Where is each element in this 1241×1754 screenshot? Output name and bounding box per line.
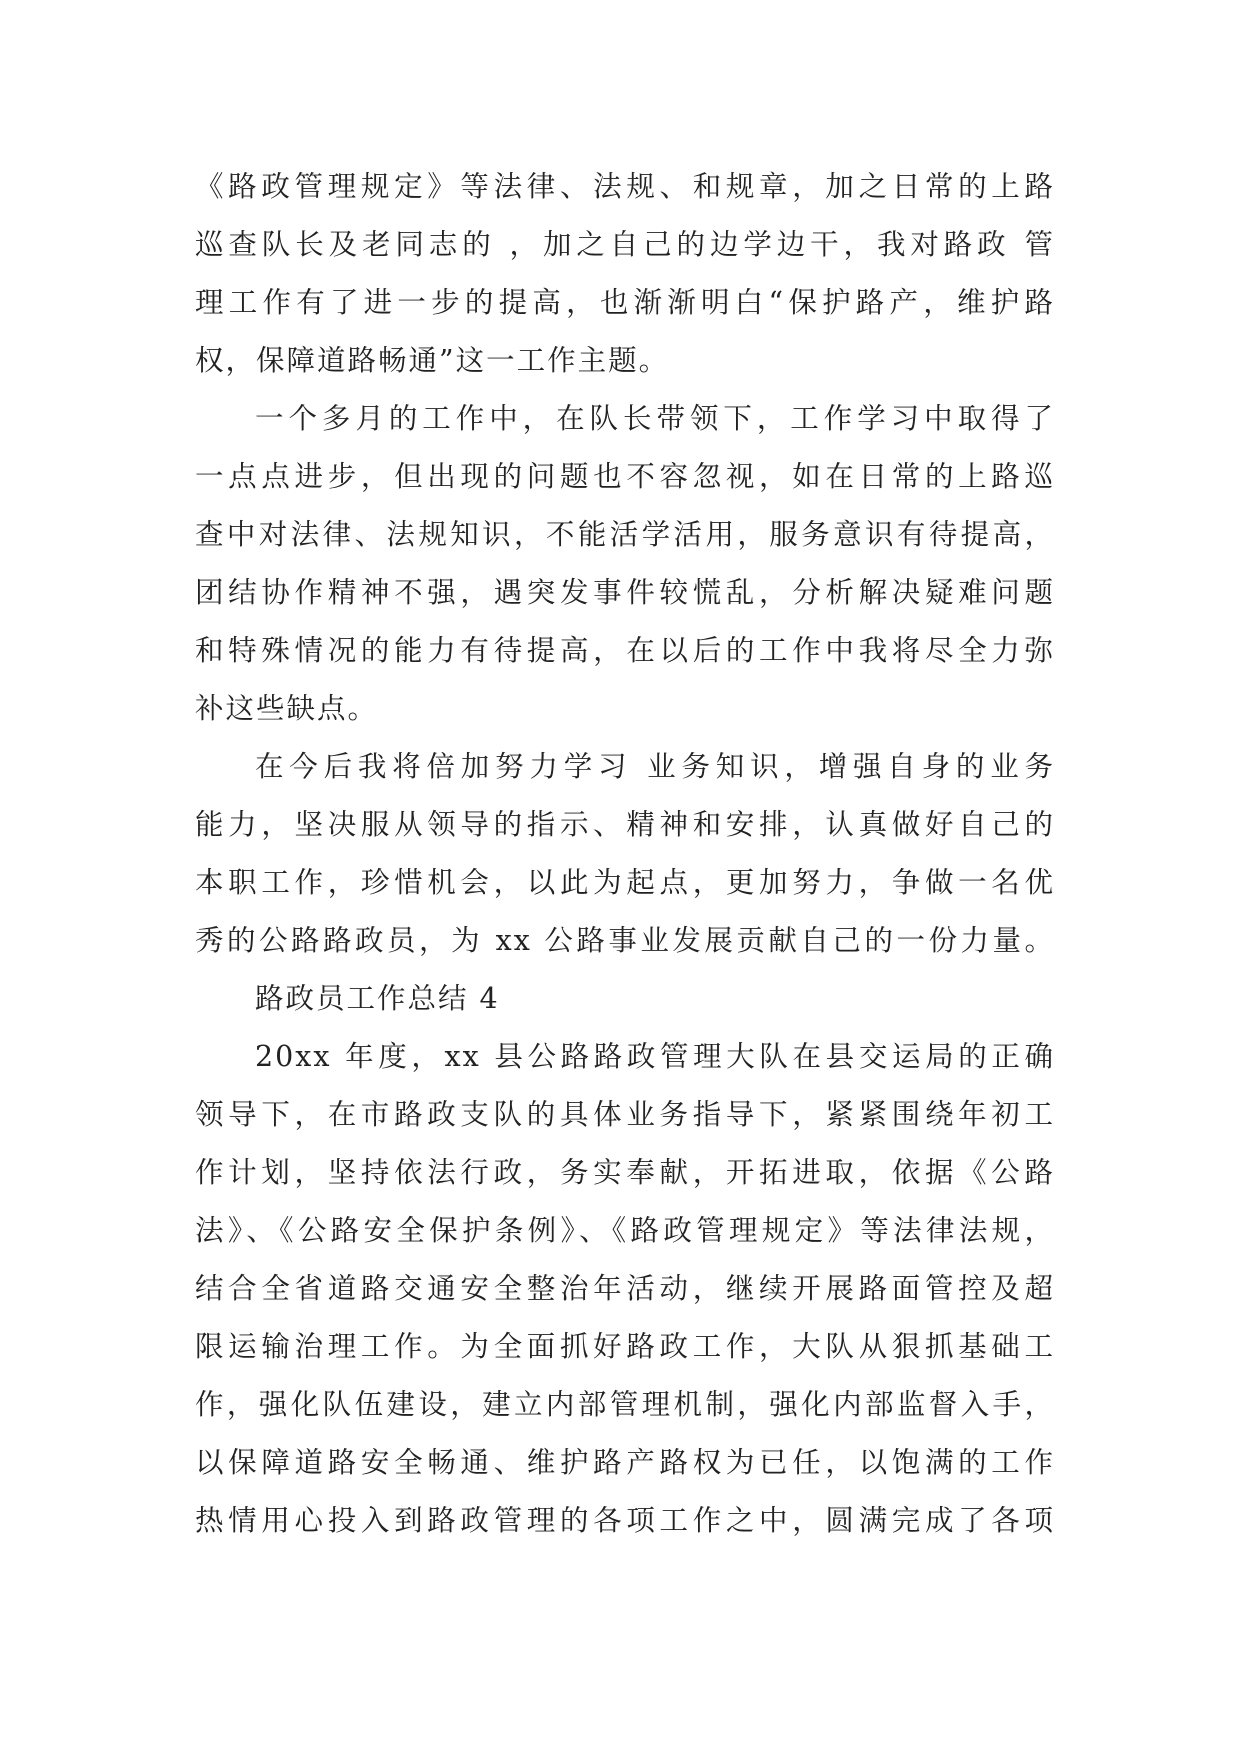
text-line: 能力，坚决服从领导的指示、精神和安排，认真做好自己的: [195, 808, 1055, 841]
paragraph-first-line: 一个多月的工作中，在队长带领下，工作学习中取得了: [255, 402, 1055, 435]
document-body: [195, 158, 1055, 1550]
text-line: 本职工作，珍惜机会，以此为起点，更加努力，争做一名优: [195, 866, 1055, 899]
text-line: 权，保障道路畅通”这一工作主题。: [195, 344, 670, 377]
text-line: 作计划，坚持依法行政，务实奉献，开拓进取，依据《公路: [195, 1156, 1055, 1189]
text-line: 热情用心投入到路政管理的各项工作之中，圆满完成了各项: [195, 1504, 1055, 1537]
text-line: 团结协作精神不强，遇突发事件较慌乱，分析解决疑难问题: [195, 576, 1055, 609]
text-line: 结合全省道路交通安全整治年活动，继续开展路面管控及超: [195, 1272, 1055, 1305]
text-line: 《路政管理规定》等法律、法规、和规章，加之日常的上路: [195, 170, 1055, 203]
text-line: 巡查队长及老同志的 ，加之自己的边学边干，我对路政 管: [195, 228, 1055, 261]
text-line: 补这些缺点。: [195, 692, 379, 725]
text-line: 和特殊情况的能力有待提高，在以后的工作中我将尽全力弥: [195, 634, 1055, 667]
text-line: 一点点进步，但出现的问题也不容忽视，如在日常的上路巡: [195, 460, 1055, 493]
text-line: 以保障道路安全畅通、维护路产路权为已任，以饱满的工作: [195, 1446, 1055, 1479]
text-line: 作，强化队伍建设，建立内部管理机制，强化内部监督入手，: [195, 1388, 1055, 1421]
text-line: 理工作有了进一步的提高，也渐渐明白“保护路产，维护路: [195, 286, 1055, 319]
text-line: 法》、《公路安全保护条例》、《路政管理规定》等法律法规，: [195, 1214, 1055, 1247]
section-heading: 路政员工作总结 4: [255, 982, 500, 1015]
text-line: 查中对法律、法规知识，不能活学活用，服务意识有待提高，: [195, 518, 1055, 551]
paragraph-first-line: 在今后我将倍加努力学习 业务知识，增强自身的业务: [255, 750, 1055, 783]
paragraph-first-line: 20xx 年度，xx 县公路路政管理大队在县交运局的正确: [255, 1040, 1055, 1073]
text-line: 领导下，在市路政支队的具体业务指导下，紧紧围绕年初工: [195, 1098, 1055, 1131]
text-line: 限运输治理工作。为全面抓好路政工作，大队从狠抓基础工: [195, 1330, 1055, 1363]
text-line: 秀的公路路政员，为 xx 公路事业发展贡献自己的一份力量。: [195, 924, 1055, 957]
